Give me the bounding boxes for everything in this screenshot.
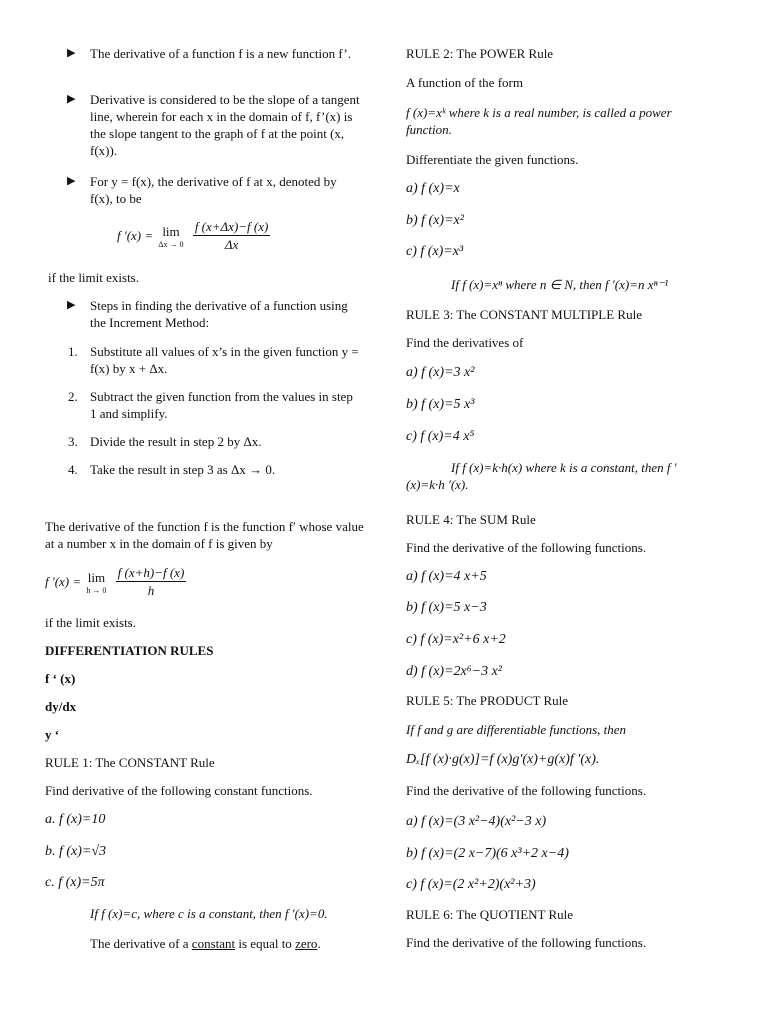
fraction [193,218,271,253]
rule4-title: RULE 4: The SUM Rule [406,512,536,527]
lim-subscript: Δx → 0 [158,239,184,249]
rule1-item: b. f (x)=√3 [45,844,107,859]
step-text: Subtract the given function from the values in step 1 and simplify. [90,389,353,421]
rule2-title: RULE 2: The POWER Rule [406,46,554,61]
rule5-formula: Dₓ[f (x)·g(x)]=f (x)g′(x)+g(x)f ′(x). [406,752,600,767]
rule5-line1: If f and g are differentiable functions, then [406,722,627,737]
derivative-formula-delta [117,218,270,253]
formula-lhs: f ′(x) = [45,574,82,589]
rule3-item: b) f (x)=5 x³ [406,397,475,412]
step-text: Substitute all values of x’s in the given function y = f(x) by x + Δx. [90,344,359,376]
rule1-item: c. f (x)=5π [45,875,105,890]
bullet-text-1: The derivative of a function f is a new function f’. [90,46,351,61]
step-number: 1. [68,344,78,359]
notation-yprime [45,726,59,743]
lim-subscript: h → 0 [86,585,107,595]
rule5-title: RULE 5: The PRODUCT Rule [406,693,569,708]
rule1-instruction: Find derivative of the following constant functions. [45,783,313,798]
step-number: 4. [68,462,78,477]
bullet-text-2: Derivative is considered to be the slope of a tangent line, wherein for each x in the domain of f, f’(x) is the slope tangent to the graph of f at the point (x, f(x)). [90,92,360,158]
denominator: h [147,583,155,598]
rule4-item: b) f (x)=5 x−3 [406,600,487,615]
rule3-instruction: Find the derivatives of [406,335,524,350]
rule4-item: d) f (x)=2x⁶−3 x² [406,664,502,679]
bullet-arrow-icon: ▶ [67,93,76,105]
rule5-item: a) f (x)=(3 x²−4)(x²−3 x) [406,814,547,829]
rule5-item: c) f (x)=(2 x²+2)(x²+3) [406,877,536,892]
rule1-item: a. f (x)=10 [45,812,106,827]
bullet-arrow-icon: ▶ [67,299,76,311]
rule4-item: c) f (x)=x²+6 x+2 [406,632,506,647]
rule5-item: b) f (x)=(2 x−7)(6 x³+2 x−4) [406,846,569,861]
rule6-title: RULE 6: The QUOTIENT Rule [406,907,574,922]
fraction [116,564,187,599]
rule1-note: If f (x)=c, where c is a constant, then f ′(x)=0. [90,906,328,921]
step-number: 2. [68,389,78,404]
rule2-item: a) f (x)=x [406,181,460,196]
numerator: f (x+h)−f (x) [117,565,185,580]
summary-underline: constant [191,936,236,951]
notation-text: y ‘ [45,727,60,742]
summary-text: . [317,936,321,951]
rule2-instruction: Differentiate the given functions. [406,152,579,167]
limit-operator [158,223,183,249]
limit-operator [86,569,106,595]
rule2-line1: A function of the form [406,75,523,90]
notation-text: f ‘ (x) [45,671,76,686]
notation-fprime [45,670,75,687]
step-text: Divide the result in step 2 by Δx. [90,434,262,449]
rule3-title: RULE 3: The CONSTANT MULTIPLE Rule [406,307,642,322]
notation-dydx [45,698,76,715]
limit-exists-note: if the limit exists. [48,270,139,285]
limit-exists-note: if the limit exists. [45,615,136,630]
rule1-title: RULE 1: The CONSTANT Rule [45,755,215,770]
rule4-instruction: Find the derivative of the following functions. [406,540,647,555]
rule5-instruction: Find the derivative of the following functions. [406,783,647,798]
rule3-item: a) f (x)=3 x² [406,365,475,380]
rule3-item: c) f (x)=4 x⁵ [406,429,475,444]
summary-text: The derivative of a [90,936,192,951]
rule1-summary [90,935,321,952]
numerator: f (x+Δx)−f (x) [194,219,269,234]
rule3-note: If f (x)=k·h(x) where k is a constant, then f ′(x)=k·h ′(x). [406,460,677,492]
rule6-instruction: Find the derivative of the following functions. [406,935,647,950]
section-heading [45,642,213,659]
rule2-line2: f (x)=xᵏ where k is a real number, is called a power function. [406,105,672,137]
summary-underline: zero [295,936,318,951]
denominator: Δx [224,237,239,252]
lim-text: lim [162,223,180,239]
rule2-item: b) f (x)=x² [406,213,464,228]
bullet-text-4: Steps in finding the derivative of a function using the Increment Method: [90,298,348,330]
rule2-item: c) f (x)=x³ [406,244,464,259]
bullet-arrow-icon: ▶ [67,175,76,187]
rule2-note: If f (x)=xⁿ where n ∈ N, then f ′(x)=n xⁿ⁻¹ [451,277,669,292]
summary-text: is equal to [235,936,296,951]
definition-text: The derivative of the function f is the function f′ whose value at a number x in the domain of f is given by [45,519,364,551]
formula-lhs: f ′(x) = [117,228,154,243]
bullet-arrow-icon: ▶ [67,47,76,59]
step-number: 3. [68,434,78,449]
step-text: Take the result in step 3 as Δx → 0. [90,462,276,477]
derivative-formula-h [45,564,186,599]
bullet-text-3: For y = f(x), the derivative of f at x, denoted by f(x), to be [90,174,337,206]
heading-text: DIFFERENTIATION RULES [45,643,214,658]
lim-text: lim [87,569,106,585]
notation-text: dy/dx [45,699,77,714]
rule4-item: a) f (x)=4 x+5 [406,569,487,584]
